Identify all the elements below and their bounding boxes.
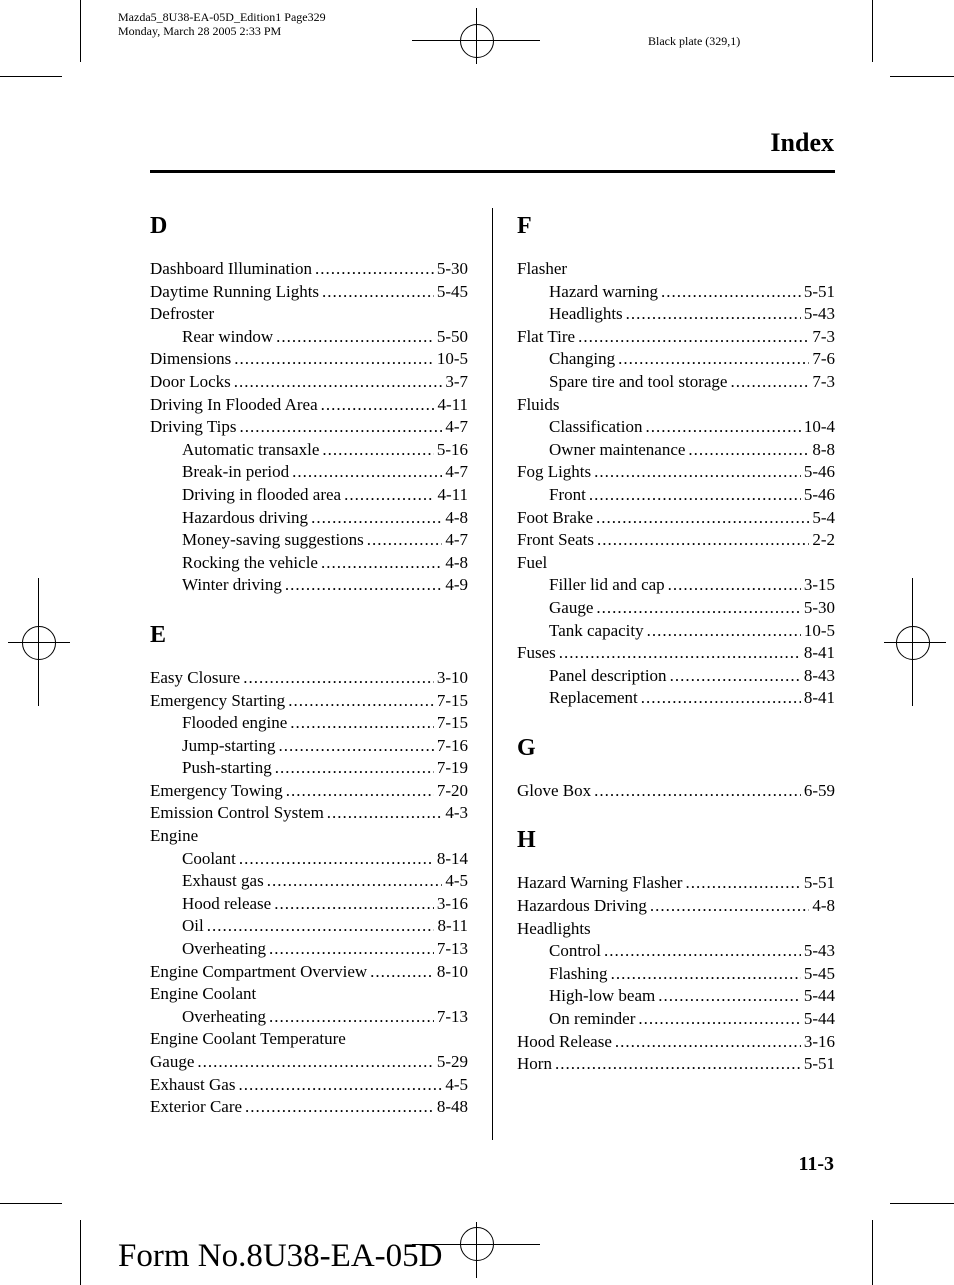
entry-page-ref: 4-8: [445, 552, 468, 572]
leader-dots: [668, 574, 801, 597]
leader-dots: [322, 281, 434, 304]
entry-page-ref: 3-7: [445, 371, 468, 391]
page-number: 11-3: [798, 1153, 834, 1175]
index-entry: [517, 258, 835, 281]
entry-page-ref: 4-7: [445, 417, 468, 437]
index-entry: [150, 348, 468, 371]
leader-dots: [276, 326, 434, 349]
index-subentry: [150, 574, 468, 597]
leader-dots: [207, 915, 435, 938]
index-entry: [150, 961, 468, 984]
leader-dots: [275, 757, 434, 780]
entry-page-ref: 7-19: [436, 758, 468, 778]
entry-page-ref: 3-16: [436, 893, 468, 913]
entry-term: Spare tire and tool storage: [549, 371, 728, 391]
index-subentry: [150, 938, 468, 961]
entry-page-ref: 5-45: [436, 281, 468, 301]
print-file-info: [118, 10, 326, 38]
leader-dots: [315, 258, 434, 281]
leader-dots: [274, 893, 434, 916]
entry-term: Fuel: [517, 552, 548, 572]
entry-page-ref: 10-5: [803, 620, 835, 640]
entry-page-ref: 7-15: [436, 713, 468, 733]
index-entry: [517, 872, 835, 895]
entry-term: Hazard warning: [549, 281, 659, 301]
index-section: [517, 210, 835, 710]
entry-page-ref: 3-16: [803, 1031, 835, 1051]
leader-dots: [327, 802, 443, 825]
entry-term: Hazardous Driving: [517, 896, 647, 916]
index-subentry: [150, 848, 468, 871]
index-entry: [517, 552, 835, 575]
entry-term: Engine Compartment Overview: [150, 961, 368, 981]
entry-page-ref: 5-44: [803, 986, 835, 1006]
index-entry: [517, 394, 835, 417]
entry-term: Automatic transaxle: [182, 439, 320, 459]
index-subentry: [150, 461, 468, 484]
index-entry: [150, 983, 468, 1006]
leader-dots: [245, 1096, 434, 1119]
section-letter: G: [517, 734, 536, 761]
index-subentry: [517, 687, 835, 710]
leader-dots: [288, 690, 434, 713]
leader-dots: [618, 348, 809, 371]
crop-mark: [890, 76, 954, 77]
entry-term: Changing: [549, 349, 616, 369]
entry-page-ref: 7-20: [436, 780, 468, 800]
leader-dots: [370, 961, 434, 984]
entry-page-ref: 10-4: [803, 417, 835, 437]
leader-dots: [367, 529, 443, 552]
entry-list: [517, 780, 835, 803]
leader-dots: [658, 985, 801, 1008]
entry-page-ref: 8-41: [803, 643, 835, 663]
index-entry: [150, 780, 468, 803]
entry-term: Gauge: [549, 597, 594, 617]
entry-term: Hazardous driving: [182, 507, 309, 527]
entry-page-ref: 3-10: [436, 667, 468, 687]
index-subentry: [150, 712, 468, 735]
entry-term: Driving In Flooded Area: [150, 394, 318, 414]
entry-page-ref: 5-51: [803, 1054, 835, 1074]
entry-page-ref: 8-43: [803, 665, 835, 685]
leader-dots: [597, 529, 809, 552]
index-entry: [150, 416, 468, 439]
entry-term: Defroster: [150, 304, 215, 324]
index-entry: [150, 303, 468, 326]
entry-page-ref: 4-3: [445, 803, 468, 823]
index-subentry: [150, 552, 468, 575]
entry-page-ref: 5-46: [803, 462, 835, 482]
entry-term: Emergency Starting: [150, 690, 286, 710]
entry-list: [150, 258, 468, 597]
entry-page-ref: 8-11: [437, 916, 468, 936]
entry-page-ref: 5-45: [803, 963, 835, 983]
index-subentry: [150, 1006, 468, 1029]
entry-page-ref: 5-50: [436, 326, 468, 346]
entry-term: Oil: [182, 916, 204, 936]
index-entry: [517, 918, 835, 941]
index-subentry: [150, 735, 468, 758]
entry-term: Driving Tips: [150, 417, 237, 437]
leader-dots: [234, 348, 434, 371]
leader-dots: [638, 1008, 800, 1031]
leader-dots: [594, 461, 801, 484]
index-section: [150, 619, 468, 1119]
leader-dots: [645, 416, 800, 439]
index-entry: [517, 642, 835, 665]
entry-term: Filler lid and cap: [549, 575, 665, 595]
index-entry: [517, 895, 835, 918]
index-subentry: [517, 1008, 835, 1031]
entry-term: Dimensions: [150, 349, 232, 369]
entry-term: Horn: [517, 1054, 552, 1074]
index-entry: [150, 1028, 468, 1051]
leader-dots: [286, 780, 434, 803]
section-letter: E: [150, 621, 167, 648]
entry-term: Hood release: [182, 893, 272, 913]
print-file-line: Mazda5_8U38-EA-05D_Edition1 Page329: [118, 10, 326, 24]
leader-dots: [239, 416, 442, 439]
entry-term: Headlights: [549, 304, 623, 324]
index-entry: [517, 507, 835, 530]
print-date-line: Monday, March 28 2005 2:33 PM: [118, 24, 282, 38]
section-letter: H: [517, 827, 536, 854]
entry-term: Daytime Running Lights: [150, 281, 320, 301]
entry-term: Hazard Warning Flasher: [517, 873, 683, 893]
entry-page-ref: 7-16: [436, 735, 468, 755]
entry-term: Tank capacity: [549, 620, 644, 640]
index-subentry: [517, 620, 835, 643]
plate-label: Black plate (329,1): [648, 34, 741, 48]
index-column-left: [150, 210, 468, 1141]
leader-dots: [661, 281, 801, 304]
entry-page-ref: 5-51: [803, 281, 835, 301]
leader-dots: [322, 439, 433, 462]
leader-dots: [578, 326, 809, 349]
leader-dots: [604, 940, 801, 963]
entry-page-ref: 5-44: [803, 1009, 835, 1029]
entry-term: Flat Tire: [517, 326, 576, 346]
index-entry: [150, 802, 468, 825]
index-subentry: [150, 757, 468, 780]
index-subentry: [517, 416, 835, 439]
entry-term: Fog Lights: [517, 462, 592, 482]
entry-page-ref: 4-8: [445, 507, 468, 527]
index-entry: [150, 825, 468, 848]
index-column-right: [517, 210, 835, 1098]
leader-dots: [611, 963, 801, 986]
entry-page-ref: 8-8: [812, 439, 835, 459]
entry-term: Door Locks: [150, 371, 231, 391]
index-subentry: [150, 507, 468, 530]
entry-page-ref: 7-3: [812, 371, 835, 391]
entry-term: Rocking the vehicle: [182, 552, 318, 572]
entry-term: Push-starting: [182, 758, 272, 778]
entry-term: Flashing: [549, 963, 608, 983]
index-entry: [150, 394, 468, 417]
index-subentry: [150, 870, 468, 893]
leader-dots: [197, 1051, 433, 1074]
entry-page-ref: 4-5: [445, 1074, 468, 1094]
entry-term: Rear window: [182, 326, 274, 346]
entry-term: Exhaust gas: [182, 871, 264, 891]
entry-term: Coolant: [182, 848, 236, 868]
leader-dots: [559, 642, 801, 665]
entry-term: Engine Coolant Temperature: [150, 1029, 346, 1049]
entry-term: Gauge: [150, 1052, 195, 1071]
entry-page-ref: 8-14: [436, 848, 468, 868]
leader-dots: [615, 1031, 801, 1054]
crop-mark: [890, 1203, 954, 1204]
leader-dots: [234, 371, 443, 394]
crop-mark: [872, 0, 873, 62]
entry-term: Flasher: [517, 259, 568, 278]
entry-page-ref: 2-2: [812, 530, 835, 550]
entry-page-ref: 7-13: [436, 1006, 468, 1026]
leader-dots: [647, 620, 801, 643]
entry-page-ref: 7-6: [812, 349, 835, 369]
header-rule: [150, 170, 835, 173]
index-subentry: [150, 529, 468, 552]
index-entry: [150, 281, 468, 304]
entry-term: Panel description: [549, 665, 667, 685]
entry-page-ref: 5-46: [803, 484, 835, 504]
entry-page-ref: 7-13: [436, 939, 468, 959]
index-section: [150, 210, 468, 597]
entry-list: [517, 258, 835, 710]
entry-term: Flooded engine: [182, 713, 288, 733]
leader-dots: [269, 1006, 434, 1029]
entry-term: Fluids: [517, 394, 560, 414]
entry-term: Winter driving: [182, 575, 282, 595]
index-entry: [517, 1053, 835, 1076]
leader-dots: [285, 574, 442, 597]
entry-page-ref: 4-9: [445, 575, 468, 595]
index-subentry: [150, 893, 468, 916]
crop-mark: [0, 1203, 62, 1204]
entry-page-ref: 5-16: [436, 439, 468, 459]
entry-page-ref: 4-11: [437, 484, 468, 504]
leader-dots: [279, 735, 434, 758]
leader-dots: [238, 1074, 442, 1097]
index-subentry: [517, 985, 835, 1008]
entry-term: Dashboard Illumination: [150, 259, 312, 278]
index-subentry: [517, 281, 835, 304]
entry-page-ref: 7-15: [436, 690, 468, 710]
entry-term: Driving in flooded area: [182, 484, 342, 504]
entry-term: Hood Release: [517, 1031, 612, 1051]
index-entry: [517, 780, 835, 803]
leader-dots: [555, 1053, 801, 1076]
entry-term: Overheating: [182, 939, 267, 959]
index-entry: [150, 690, 468, 713]
entry-term: Owner maintenance: [549, 439, 686, 459]
entry-term: Front: [549, 484, 586, 504]
entry-term: Replacement: [549, 688, 638, 708]
entry-term: On reminder: [549, 1009, 636, 1029]
entry-term: Emergency Towing: [150, 780, 283, 800]
index-subentry: [517, 940, 835, 963]
leader-dots: [596, 507, 809, 530]
entry-term: Fuses: [517, 643, 556, 663]
leader-dots: [290, 712, 434, 735]
crop-mark: [80, 0, 81, 62]
leader-dots: [239, 848, 434, 871]
entry-list: [517, 872, 835, 1075]
leader-dots: [730, 371, 809, 394]
index-subentry: [517, 484, 835, 507]
leader-dots: [641, 687, 801, 710]
entry-term: Money-saving suggestions: [182, 530, 364, 550]
leader-dots: [626, 303, 801, 326]
index-subentry: [150, 326, 468, 349]
index-subentry: [150, 915, 468, 938]
entry-page-ref: 4-11: [437, 394, 468, 414]
crop-mark: [0, 76, 62, 77]
index-subentry: [517, 439, 835, 462]
entry-page-ref: 5-51: [803, 873, 835, 893]
index-entry: [517, 1031, 835, 1054]
index-subentry: [517, 963, 835, 986]
crop-mark: [872, 1220, 873, 1285]
leader-dots: [344, 484, 434, 507]
crop-mark: [80, 1220, 81, 1285]
entry-term: Foot Brake: [517, 507, 594, 527]
index-entry: [150, 1096, 468, 1119]
index-subentry: [517, 665, 835, 688]
index-subentry: [517, 348, 835, 371]
section-letter: F: [517, 213, 532, 239]
leader-dots: [650, 895, 810, 918]
entry-page-ref: 8-48: [436, 1097, 468, 1117]
entry-page-ref: 7-3: [812, 326, 835, 346]
leader-dots: [594, 780, 801, 803]
index-subentry: [517, 371, 835, 394]
entry-list: [150, 667, 468, 1119]
leader-dots: [321, 394, 435, 417]
index-entry: [150, 258, 468, 281]
entry-term: Overheating: [182, 1006, 267, 1026]
leader-dots: [589, 484, 801, 507]
entry-term: Jump-starting: [182, 735, 276, 755]
index-entry: [517, 326, 835, 349]
leader-dots: [688, 439, 809, 462]
entry-term: High-low beam: [549, 986, 656, 1006]
index-subentry: [517, 303, 835, 326]
index-section: [517, 824, 835, 1075]
entry-page-ref: 10-5: [436, 349, 468, 369]
entry-term: Exterior Care: [150, 1097, 243, 1117]
leader-dots: [670, 665, 801, 688]
entry-page-ref: 4-7: [445, 462, 468, 482]
entry-term: Headlights: [517, 918, 591, 938]
entry-page-ref: 5-43: [803, 304, 835, 324]
index-entry: [517, 461, 835, 484]
entry-page-ref: 8-10: [436, 961, 468, 981]
entry-page-ref: 5-4: [812, 507, 835, 527]
entry-page-ref: 5-30: [803, 597, 835, 617]
entry-page-ref: 5-30: [436, 259, 468, 278]
section-letter: D: [150, 213, 168, 239]
index-entry: [150, 1074, 468, 1097]
entry-term: Break-in period: [182, 462, 290, 482]
leader-dots: [269, 938, 434, 961]
entry-page-ref: 8-41: [803, 688, 835, 708]
entry-page-ref: 5-43: [803, 941, 835, 961]
leader-dots: [243, 667, 434, 690]
entry-term: Easy Closure: [150, 667, 241, 687]
leader-dots: [292, 461, 442, 484]
entry-term: Emission Control System: [150, 803, 324, 823]
leader-dots: [267, 870, 443, 893]
index-entry: [517, 529, 835, 552]
index-subentry: [517, 597, 835, 620]
leader-dots: [311, 507, 442, 530]
entry-page-ref: 4-8: [812, 896, 835, 916]
entry-page-ref: 4-7: [445, 530, 468, 550]
column-divider: [492, 208, 493, 1140]
index-subentry: [517, 574, 835, 597]
leader-dots: [596, 597, 800, 620]
entry-term: Engine: [150, 826, 199, 846]
index-entry: [150, 1051, 468, 1074]
page-title: Index: [770, 128, 834, 157]
leader-dots: [685, 872, 800, 895]
index-entry: [150, 667, 468, 690]
form-number: Form No.8U38-EA-05D: [118, 1238, 443, 1274]
entry-page-ref: 3-15: [803, 575, 835, 595]
entry-term: Front Seats: [517, 530, 594, 550]
index-subentry: [150, 439, 468, 462]
index-section: [517, 732, 835, 803]
entry-page-ref: 4-5: [445, 871, 468, 891]
entry-term: Glove Box: [517, 780, 592, 800]
index-entry: [150, 371, 468, 394]
entry-page-ref: 6-59: [803, 780, 835, 800]
entry-term: Exhaust Gas: [150, 1074, 236, 1094]
entry-term: Engine Coolant: [150, 984, 257, 1004]
index-subentry: [150, 484, 468, 507]
entry-term: Classification: [549, 417, 643, 437]
entry-term: Control: [549, 941, 601, 961]
leader-dots: [321, 552, 442, 575]
entry-page-ref: 5-29: [436, 1052, 468, 1071]
